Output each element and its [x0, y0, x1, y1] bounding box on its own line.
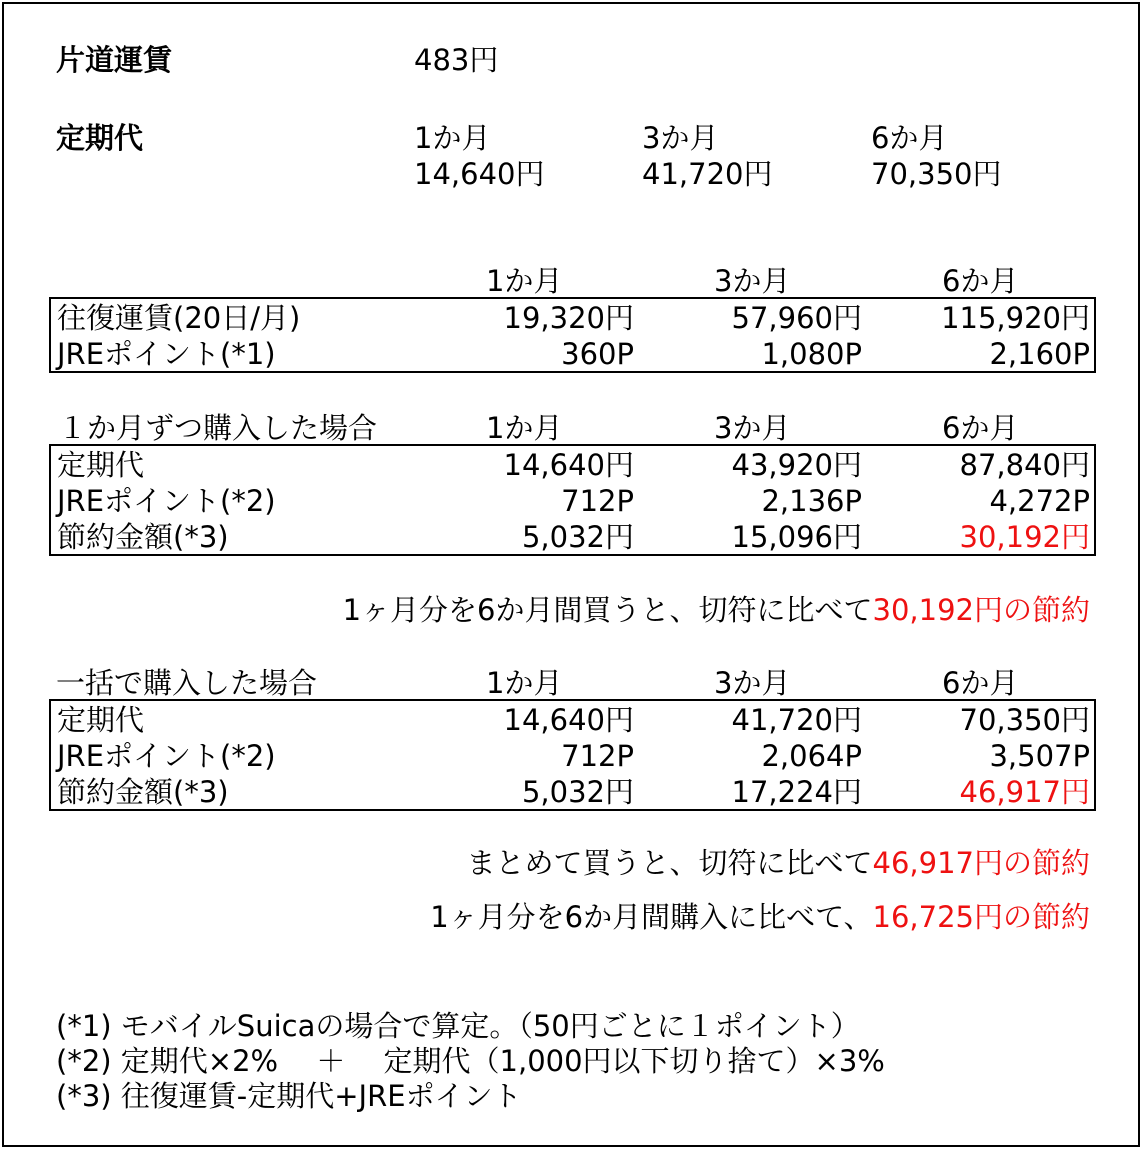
cell-6month: 115,920円 — [941, 301, 1090, 335]
row-label: 節約金額(*3) — [57, 775, 229, 809]
pass-label: 定期代 — [56, 121, 144, 155]
table-row — [51, 774, 1094, 810]
row-label: JREポイント(*2) — [57, 484, 276, 518]
bulk-summary-2-highlight: 16,725円の節約 — [872, 900, 1090, 934]
pass-period-1: 1か月 — [414, 121, 491, 155]
cell-3month: 17,224円 — [731, 775, 862, 809]
bulk-title: 一括で購入した場合 — [56, 666, 318, 700]
row-label: 定期代 — [57, 703, 145, 737]
cell-3month: 2,064P — [761, 739, 862, 773]
pass-price-6: 70,350円 — [871, 157, 1002, 191]
bulk-summary-2 — [430, 899, 1090, 935]
row-label: JREポイント(*1) — [57, 337, 276, 371]
footnote-1: (*1) モバイルSuicaの場合で算定。（50円ごとに１ポイント） — [56, 1009, 860, 1043]
bulk-summary-1 — [467, 845, 1091, 881]
oneway-label: 片道運賃 — [56, 43, 173, 77]
table-row — [51, 702, 1094, 738]
row-label: 定期代 — [57, 448, 145, 482]
cell-1month: 5,032円 — [521, 520, 634, 554]
cell-1month: 712P — [561, 739, 634, 773]
table-row — [51, 300, 1094, 336]
monthly-summary — [343, 592, 1090, 628]
oneway-value: 483円 — [414, 43, 499, 77]
cell-1month: 14,640円 — [503, 448, 634, 482]
row-label: 往復運賃(20日/月) — [57, 301, 301, 335]
cell-3month: 1,080P — [761, 337, 862, 371]
row-label: 節約金額(*3) — [57, 520, 229, 554]
cell-1month: 5,032円 — [521, 775, 634, 809]
ticket-header-3: 3か月 — [714, 264, 791, 298]
pass-price-3: 41,720円 — [642, 157, 773, 191]
cell-1month: 360P — [561, 337, 634, 371]
cell-1month: 14,640円 — [503, 703, 634, 737]
ticket-table — [49, 297, 1096, 373]
monthly-summary-text: 1ヶ月分を6か月間買うと、切符に比べて — [342, 593, 873, 627]
cell-6month-highlight: 30,192円 — [959, 520, 1090, 554]
cell-6month: 3,507P — [989, 739, 1090, 773]
bulk-summary-2-text: 1ヶ月分を6か月間購入に比べて、 — [430, 900, 873, 934]
bulk-header-6: 6か月 — [942, 666, 1019, 700]
cell-1month: 712P — [561, 484, 634, 518]
cell-3month: 43,920円 — [731, 448, 862, 482]
bulk-table — [49, 699, 1096, 811]
cell-6month: 4,272P — [989, 484, 1090, 518]
monthly-summary-highlight: 30,192円の節約 — [872, 593, 1090, 627]
cell-6month: 87,840円 — [959, 448, 1090, 482]
bulk-summary-1-highlight: 46,917円の節約 — [872, 846, 1090, 880]
table-row — [51, 447, 1094, 483]
pass-price-1: 14,640円 — [414, 157, 545, 191]
monthly-header-1: 1か月 — [486, 411, 563, 445]
pass-period-6: 6か月 — [871, 121, 948, 155]
cell-6month: 70,350円 — [959, 703, 1090, 737]
bulk-summary-1-text: まとめて買うと、切符に比べて — [466, 846, 873, 880]
table-row — [51, 738, 1094, 774]
pass-period-3: 3か月 — [642, 121, 719, 155]
monthly-title: １か月ずつ購入した場合 — [58, 411, 378, 445]
monthly-table — [49, 444, 1096, 556]
table-row — [51, 519, 1094, 555]
table-row — [51, 336, 1094, 372]
cell-3month: 57,960円 — [731, 301, 862, 335]
row-label: JREポイント(*2) — [57, 739, 276, 773]
bulk-header-1: 1か月 — [486, 666, 563, 700]
monthly-header-3: 3か月 — [714, 411, 791, 445]
ticket-header-1: 1か月 — [486, 264, 563, 298]
cell-6month-highlight: 46,917円 — [959, 775, 1090, 809]
bulk-header-3: 3か月 — [714, 666, 791, 700]
table-row — [51, 483, 1094, 519]
footnote-2: (*2) 定期代×2% ＋ 定期代（1,000円以下切り捨て）×3% — [56, 1044, 885, 1078]
cell-3month: 41,720円 — [731, 703, 862, 737]
cell-1month: 19,320円 — [503, 301, 634, 335]
footnote-3: (*3) 往復運賃-定期代+JREポイント — [56, 1079, 522, 1113]
ticket-header-6: 6か月 — [942, 264, 1019, 298]
cell-3month: 2,136P — [761, 484, 862, 518]
cell-6month: 2,160P — [989, 337, 1090, 371]
cell-3month: 15,096円 — [731, 520, 862, 554]
monthly-header-6: 6か月 — [942, 411, 1019, 445]
